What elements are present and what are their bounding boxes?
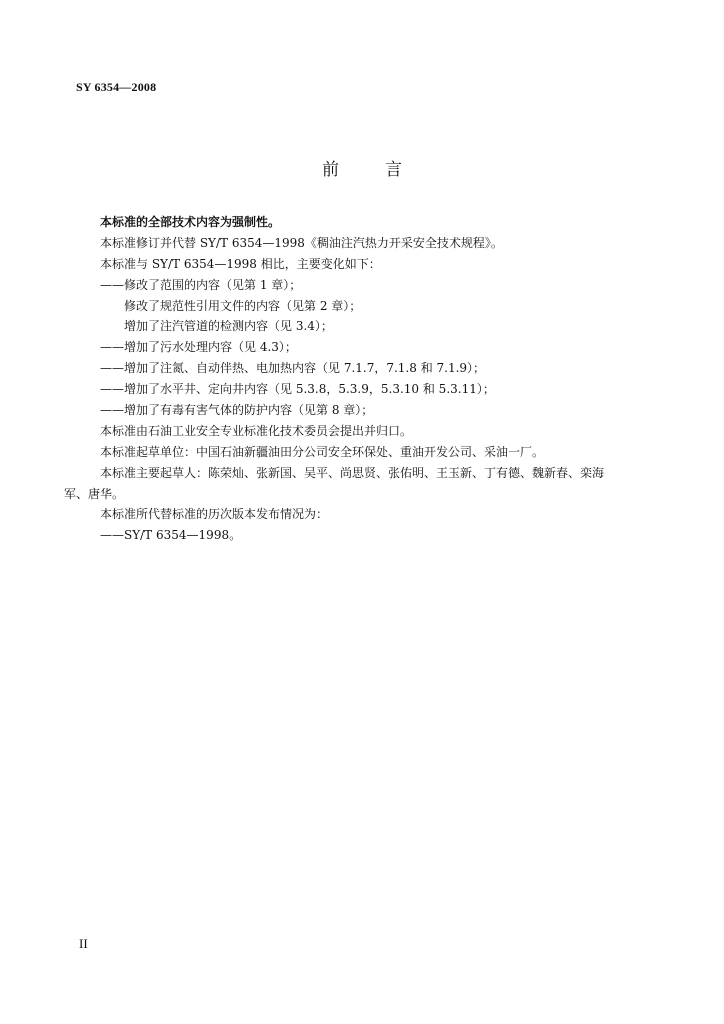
- section-title-foreword: 前言: [322, 160, 448, 180]
- paragraph-drafting-units: 本标准起草单位：中国石油新疆油田分公司安全环保处、重油开发公司、采油一厂。: [100, 444, 545, 459]
- paragraph-drafters: 本标准主要起草人：陈荣灿、张新国、吴平、尚思贤、张佑明、王玉新、丁有德、魏新春、栾海: [100, 465, 605, 480]
- list-item-change: ——增加了有毒有害气体的防护内容（见第 8 章）；: [100, 403, 374, 418]
- list-item-change: ——增加了水平井、定向井内容（见 5.3.8，5.3.9，5.3.10 和 5.3.11）；: [100, 382, 495, 397]
- paragraph-changes-intro: 本标准与 SY/T 6354—1998 相比，主要变化如下：: [100, 256, 381, 271]
- foreword-body: [64, 212, 636, 546]
- list-item-change: ——修改了范围的内容（见第 1 章）；: [100, 277, 302, 292]
- list-item-previous-edition: ——SY/T 6354—1998。: [100, 528, 242, 543]
- list-item-change: ——增加了注氮、自动伴热、电加热内容（见 7.1.7，7.1.8 和 7.1.9）；: [100, 361, 486, 376]
- list-item-change: 修改了规范性引用文件的内容（见第 2 章）；: [124, 298, 362, 313]
- paragraph-proposer: 本标准由石油工业安全专业标准化技术委员会提出并归口。: [100, 423, 413, 438]
- list-item-change: 增加了注汽管道的检测内容（见 3.4）；: [124, 319, 333, 334]
- paragraph-previous-editions: 本标准所代替标准的历次版本发布情况为：: [100, 507, 329, 522]
- paragraph-replaces: 本标准修订并代替 SY/T 6354—1998《稠油注汽热力开采安全技术规程》。: [100, 235, 503, 250]
- standard-code: SY 6354—2008: [76, 80, 157, 94]
- list-item-change: ——增加了污水处理内容（见 4.3）；: [100, 340, 297, 355]
- paragraph-mandatory-statement: 本标准的全部技术内容为强制性。: [100, 215, 281, 229]
- paragraph-drafters-continued: 军、唐华。: [64, 486, 125, 501]
- page-number: II: [79, 936, 88, 951]
